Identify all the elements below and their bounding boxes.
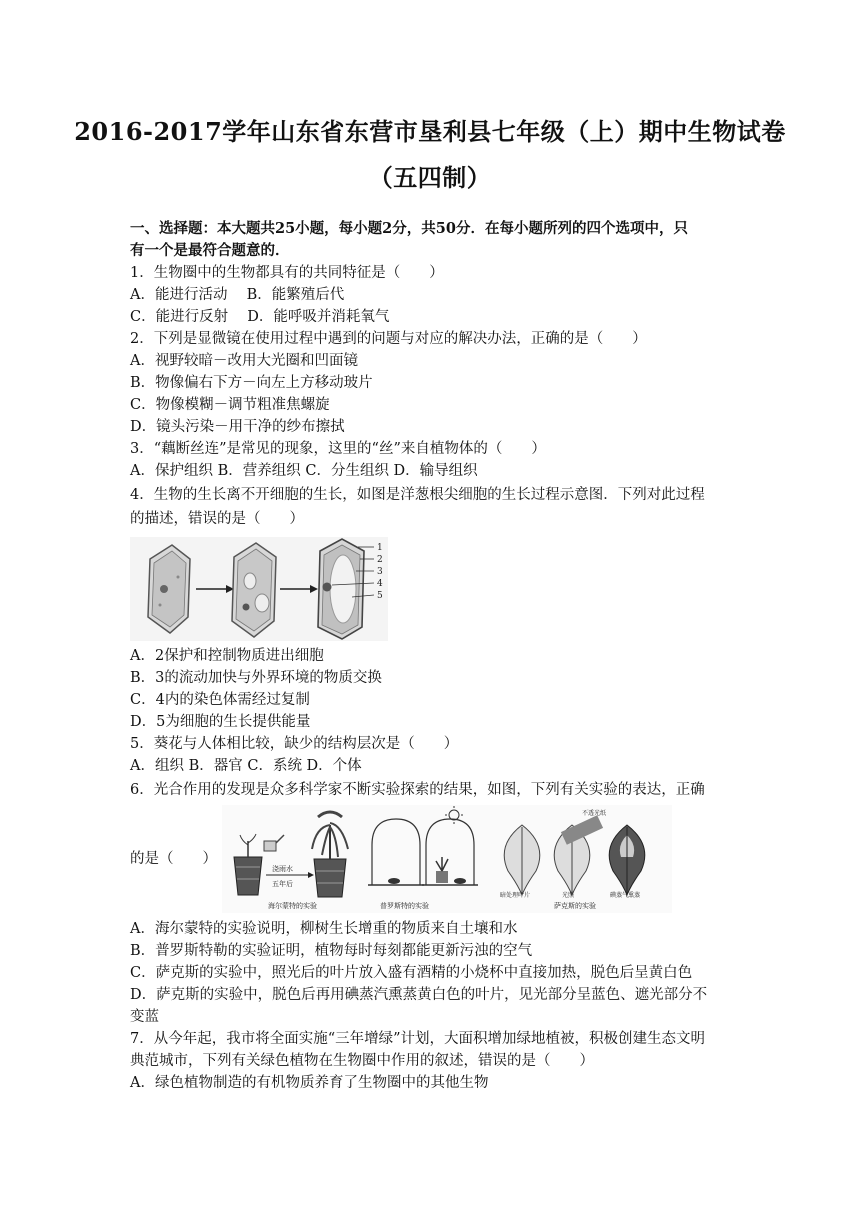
- question-6-option-d-cont: 变蓝: [130, 1009, 159, 1025]
- question-1-options-cd: C．能进行反射 D．能呼吸并消耗氧气: [130, 309, 390, 325]
- question-4-cont: 的描述，错误的是（ ）: [130, 511, 304, 527]
- medium-cell-diagram: [232, 543, 276, 637]
- cover-label: 不透光纸: [582, 810, 607, 817]
- leaf-label-3: 碘蒸气熏蒸: [610, 892, 641, 899]
- section-heading-cont: 有一个是最符合题意的．: [130, 242, 290, 259]
- question-7-option-a: A．绿色植物制造的有机物质养育了生物圈中的其他生物: [130, 1075, 489, 1091]
- caption-sachs: 萨克斯的实验: [554, 902, 596, 910]
- question-6-option-b: B．普罗斯特勒的实验证明，植物每时每刻都能更新污浊的空气: [130, 943, 533, 959]
- question-4-option-d: D．5为细胞的生长提供能量: [130, 714, 311, 730]
- question-3-options: A．保护组织 B．营养组织 C．分生组织 D．输导组织: [130, 463, 478, 479]
- question-3: 3．“藕断丝连”是常见的现象，这里的“丝”来自植物体的（ ）: [130, 441, 546, 457]
- water-label: 浇雨水: [272, 865, 293, 873]
- leaf-label-2: 光照: [562, 892, 575, 899]
- label-1: 1: [377, 543, 383, 553]
- question-7-cont: 典范城市，下列有关绿色植物在生物圈中作用的叙述，错误的是（ ）: [130, 1053, 594, 1069]
- question-4-option-c: C．4内的染色体需经过复制: [130, 692, 310, 708]
- question-2: 2．下列是显微镜在使用过程中遇到的问题与对应的解决办法，正确的是（ ）: [130, 331, 647, 347]
- question-1-options-ab: A．能进行活动 B．能繁殖后代: [130, 287, 345, 303]
- question-5-options: A．组织 B．器官 C．系统 D．个体: [130, 758, 362, 774]
- label-2: 2: [377, 555, 383, 565]
- large-cell-diagram: [318, 539, 364, 639]
- question-4-option-b: B．3的流动加快与外界环境的物质交换: [130, 670, 382, 686]
- question-2-option-c: C．物像模糊－调节粗准焦螺旋: [130, 397, 330, 413]
- question-2-option-a: A．视野较暗－改用大光圈和凹面镜: [130, 353, 358, 369]
- question-6: 6．光合作用的发现是众多科学家不断实验探索的结果，如图，下列有关实验的表达，正确: [130, 782, 705, 798]
- question-5: 5．葵花与人体相比较，缺少的结构层次是（ ）: [130, 736, 459, 752]
- caption-helmont: 海尔蒙特的实验: [268, 902, 317, 910]
- question-7: 7．从今年起，我市将全面实施“三年增绿”计划，大面积增加绿地植被，积极创建生态文明: [130, 1031, 706, 1047]
- question-6-option-d: D．萨克斯的实验中，脱色后再用碘蒸汽熏蒸黄白色的叶片，见光部分呈蓝色、遮光部分不: [130, 987, 708, 1003]
- years-label: 五年后: [272, 880, 293, 888]
- question-2-option-d: D．镜头污染－用干净的纱布擦拭: [130, 419, 345, 435]
- page-title: 2016-2017学年山东省东营市垦利县七年级（上）期中生物试卷: [74, 117, 786, 146]
- section-heading: 一、选择题：本大题共25小题，每小题2分，共50分．在每小题所列的四个选项中，只: [130, 220, 688, 237]
- cell-growth-figure: [130, 537, 388, 641]
- label-4: 4: [377, 579, 383, 589]
- page-subtitle: （五四制）: [368, 163, 492, 192]
- caption-priestley: 普罗斯特的实验: [380, 902, 429, 910]
- small-cell-diagram: [148, 545, 190, 633]
- question-2-option-b: B．物像偏右下方－向左上方移动玻片: [130, 375, 373, 391]
- label-3: 3: [377, 567, 383, 577]
- leaf-label-1: 暗处理叶片: [500, 892, 531, 899]
- question-4: 4．生物的生长离不开细胞的生长，如图是洋葱根尖细胞的生长过程示意图．下列对此过程: [130, 487, 705, 503]
- question-6-option-a: A．海尔蒙特的实验说明，柳树生长增重的物质来自土壤和水: [130, 921, 518, 937]
- question-6-cont: 的是（ ）: [130, 851, 217, 867]
- question-6-option-c: C．萨克斯的实验中，照光后的叶片放入盛有酒精的小烧杯中直接加热，脱色后呈黄白色: [130, 965, 693, 981]
- question-4-option-a: A．2保护和控制物质进出细胞: [130, 648, 324, 664]
- question-1: 1．生物圈中的生物都具有的共同特征是（ ）: [130, 265, 444, 281]
- photosynthesis-figure: [222, 805, 672, 913]
- label-5: 5: [377, 591, 383, 601]
